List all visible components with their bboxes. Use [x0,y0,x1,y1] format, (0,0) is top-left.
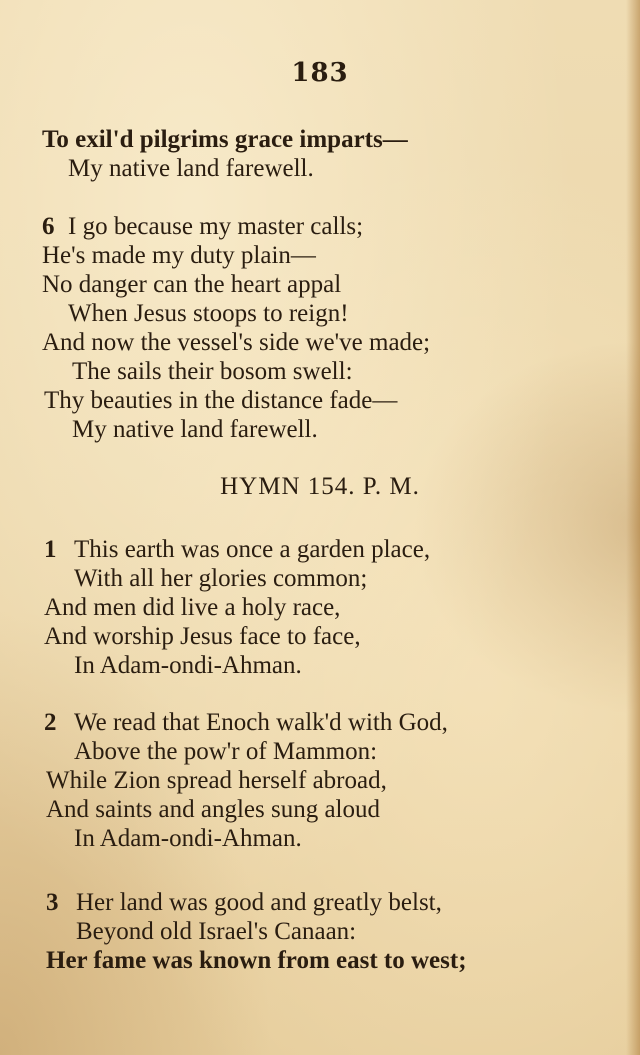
verse-2-line-3: While Zion spread herself abroad, [46,767,387,794]
fragment-line-2: My native land farewell. [68,155,314,182]
hymn-heading: HYMN 154. P. M. [220,473,420,500]
page-edge-shadow [626,0,640,1055]
verse-6-number: 6 [42,213,55,240]
fragment-line-1: To exil'd pilgrims grace imparts— [42,126,408,153]
verse-6-line-5: And now the vessel's side we've made; [42,329,431,356]
verse-3-line-2: Beyond old Israel's Canaan: [76,918,357,945]
verse-1-line-1: This earth was once a garden place, [74,536,431,563]
verse-2-line-1: We read that Enoch walk'd with God, [74,709,448,736]
verse-2-line-4: And saints and angles sung aloud [46,796,380,823]
verse-6-line-1: I go because my master calls; [68,213,364,240]
verse-2-line-5: In Adam-ondi-Ahman. [74,825,302,852]
verse-6-line-6: The sails their bosom swell: [72,358,353,385]
verse-3-number: 3 [46,889,59,916]
verse-1-line-5: In Adam-ondi-Ahman. [74,652,302,679]
verse-6-line-3: No danger can the heart appal [42,271,342,298]
verse-1-line-2: With all her glories common; [74,565,368,592]
verse-1-line-4: And worship Jesus face to face, [44,623,361,650]
page-number: 183 [291,58,349,88]
verse-2-number: 2 [44,709,57,736]
verse-2-line-2: Above the pow'r of Mammon: [74,738,378,765]
verse-6-line-8: My native land farewell. [72,416,318,443]
verse-6-line-2: He's made my duty plain— [42,242,316,269]
verse-3-line-1: Her land was good and greatly belst, [76,889,442,916]
verse-3-line-3: Her fame was known from east to west; [46,947,467,974]
verse-6-line-4: When Jesus stoops to reign! [68,300,349,327]
verse-6-line-7: Thy beauties in the distance fade— [44,387,398,414]
verse-1-number: 1 [44,536,57,563]
verse-1-line-3: And men did live a holy race, [44,594,341,621]
